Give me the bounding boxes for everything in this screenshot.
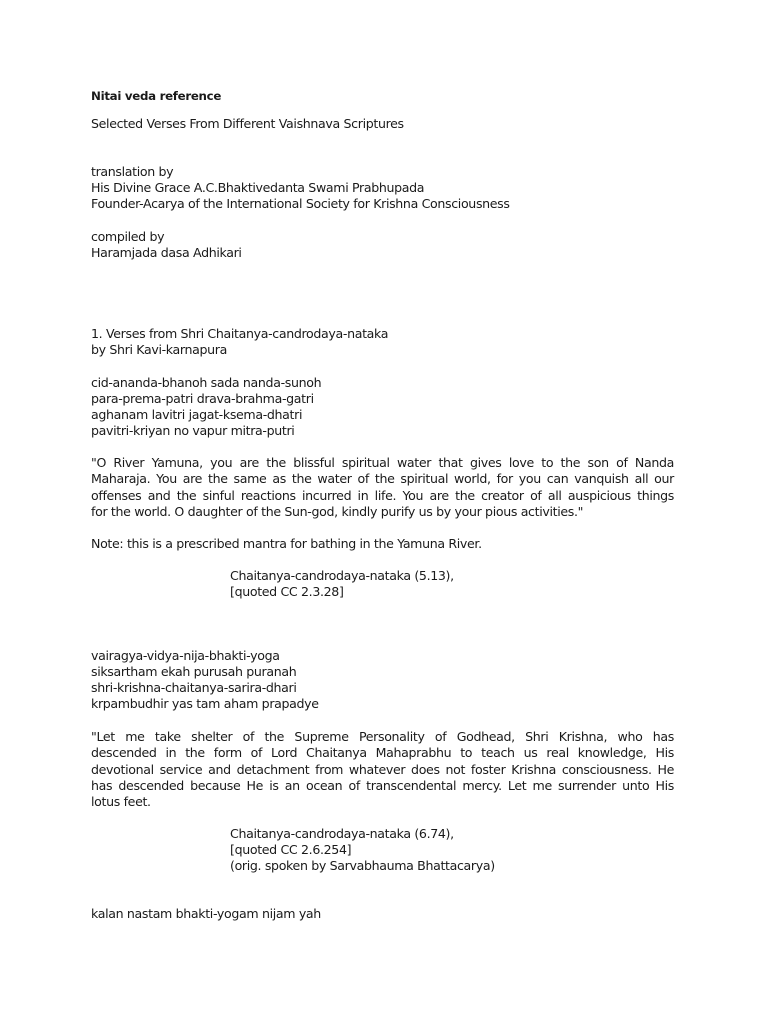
translator-role: Founder-Acarya of the International Society for Krishna Consciousness xyxy=(91,196,510,211)
document-heading: Nitai veda reference xyxy=(91,89,222,103)
verse1-line-4: pavitri-kriyan no vapur mitra-putri xyxy=(91,423,295,438)
verse2-line-3: shri-krishna-chaitanya-sarira-dhari xyxy=(91,680,297,695)
verse2-translation-row: "Let me take shelter of the Supreme Personality of Godhead, Shri Krishna, who has xyxy=(91,729,674,744)
verse2-reference-2: [quoted CC 2.6.254] xyxy=(230,842,352,857)
verse2-translation-row: devotional service and detachment from whatever does not foster Krishna consciousness. He xyxy=(91,761,674,777)
verse1-translation-row: "O River Yamuna, you are the blissful spiritual water that gives love to the son of Nanda xyxy=(91,455,674,470)
verse1-translation-row: Maharaja. You are the same as the water of the spiritual world, for you can vanquish all our xyxy=(91,471,674,487)
verse2-translation-row: lotus feet. xyxy=(91,794,151,810)
translation-by-label: translation by xyxy=(91,164,174,179)
verse1-reference-2: [quoted CC 2.3.28] xyxy=(230,584,344,599)
section-title: 1. Verses from Shri Chaitanya-candrodaya-nataka xyxy=(91,326,389,341)
section-author: by Shri Kavi-karnapura xyxy=(91,342,227,357)
translator-name: His Divine Grace A.C.Bhaktivedanta Swami Prabhupada xyxy=(91,180,425,195)
verse2-translation-row: descended in the form of Lord Chaitanya Mahaprabhu to teach us real knowledge, His xyxy=(91,745,674,761)
verse1-line-1: cid-ananda-bhanoh sada nanda-sunoh xyxy=(91,375,322,390)
verse1-line-3: aghanam lavitri jagat-ksema-dhatri xyxy=(91,407,303,422)
compiled-by-label: compiled by xyxy=(91,229,165,244)
verse1-translation-row: for the world. O daughter of the Sun-god, kindly purify us by your pious activities." xyxy=(91,503,584,519)
verse1-translation-row: offenses and the sinful reactions incurred in life. You are the creator of all auspicious things xyxy=(91,487,674,503)
verse3-line-1: kalan nastam bhakti-yogam nijam yah xyxy=(91,906,321,921)
verse2-translation-row: has descended because He is an ocean of transcendental mercy. Let me surrender unto His xyxy=(91,777,674,793)
compiler-name: Haramjada dasa Adhikari xyxy=(91,245,242,260)
document-subtitle: Selected Verses From Different Vaishnava Scriptures xyxy=(91,116,404,131)
verse2-line-1: vairagya-vidya-nija-bhakti-yoga xyxy=(91,648,280,663)
verse2-line-2: siksartham ekah purusah puranah xyxy=(91,664,297,679)
verse1-reference-1: Chaitanya-candrodaya-nataka (5.13), xyxy=(230,568,454,583)
verse2-reference-3: (orig. spoken by Sarvabhauma Bhattacarya) xyxy=(230,858,495,873)
verse2-reference-1: Chaitanya-candrodaya-nataka (6.74), xyxy=(230,826,454,841)
verse2-translation xyxy=(91,729,674,810)
verse2-line-4: krpambudhir yas tam aham prapadye xyxy=(91,696,319,711)
verse1-note: Note: this is a prescribed mantra for bathing in the Yamuna River. xyxy=(91,536,482,551)
verse1-line-2: para-prema-patri drava-brahma-gatri xyxy=(91,391,314,406)
verse1-translation xyxy=(91,455,674,520)
